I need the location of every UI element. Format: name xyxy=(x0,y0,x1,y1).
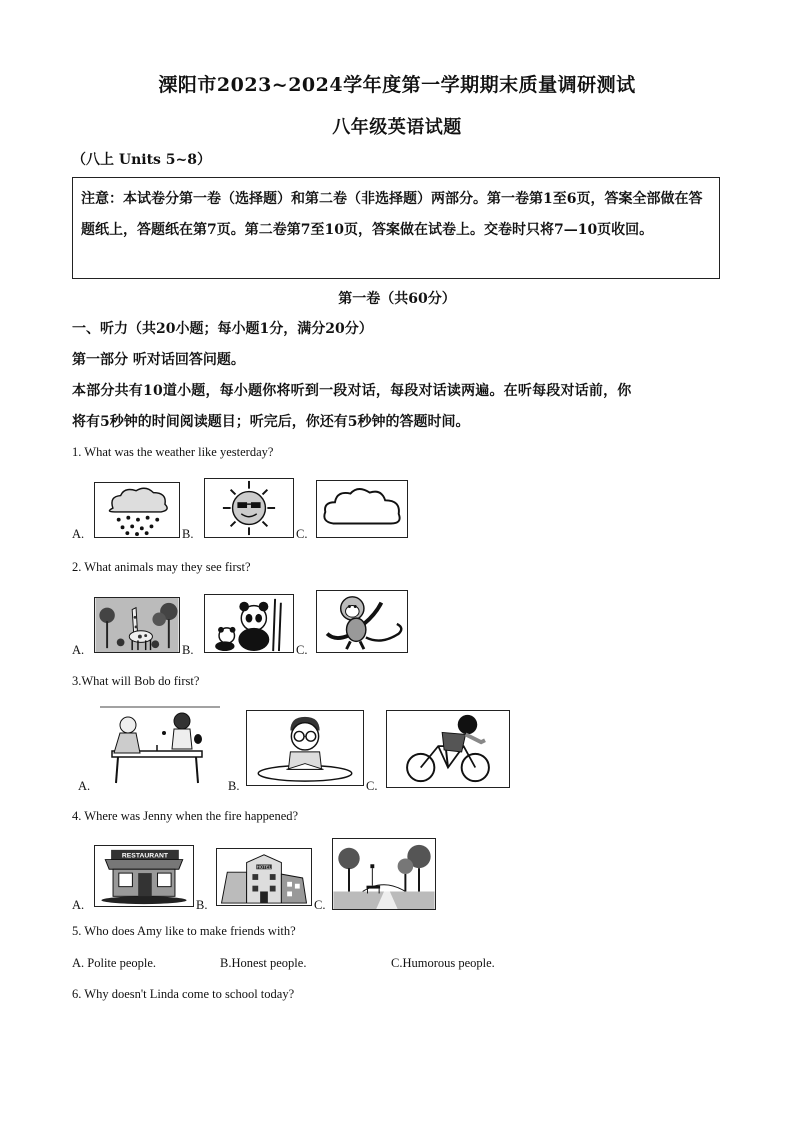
q3-option-c-label: C. xyxy=(366,779,378,793)
q3-option-a-label: A. xyxy=(78,779,91,793)
q1-option-a-label: A. xyxy=(72,527,85,541)
unit-scope: （八上 Units 5~8） xyxy=(72,152,212,168)
instructions-line-2: 将有5秒钟的时间阅读题目；听完后，你还有5秒钟的答题时间。 xyxy=(72,414,470,430)
restaurant-sign-text: RESTAURANT xyxy=(121,852,169,860)
q2-option-c-label: C. xyxy=(296,643,308,657)
sub-title: 第一部分 听对话回答问题。 xyxy=(72,352,245,368)
cycling-icon[interactable] xyxy=(386,710,510,788)
q4-option-b-label: B. xyxy=(196,898,208,912)
cloud-icon[interactable] xyxy=(316,480,408,538)
q1-option-b-label: B. xyxy=(182,527,194,541)
panda-icon[interactable] xyxy=(204,594,294,653)
q1-option-c-label: C. xyxy=(296,527,308,541)
q3-option-b-label: B. xyxy=(228,779,240,793)
instructions-line-1: 本部分共有10道小题，每小题你将听到一段对话，每段对话读两遍。在听每段对话前，你 xyxy=(72,383,632,399)
part-title: 一、听力（共20小题；每小题1分，满分20分） xyxy=(72,321,373,337)
page-title: 溧阳市2023~2024学年度第一学期期末质量调研测试 xyxy=(158,74,636,96)
page-subtitle: 八年级英语试题 xyxy=(332,117,462,138)
q5-option-c[interactable]: C.Humorous people. xyxy=(391,956,495,970)
q2-option-b-label: B. xyxy=(182,643,194,657)
boy-reading-icon[interactable] xyxy=(246,710,364,786)
monkey-icon[interactable] xyxy=(316,590,408,653)
question-1: 1. What was the weather like yesterday? xyxy=(72,445,274,459)
notice-box: 注意：本试卷分第一卷（选择题）和第二卷（非选择题）两部分。第一卷第1至6页，答案全部做在答题纸上，答题纸在第7页。第二卷第7至10页，答案做在试卷上。交卷时只将7—10页收回。 xyxy=(72,177,720,279)
hotel-sign-text: HOTEL xyxy=(256,864,272,870)
q5-option-a[interactable]: A. Polite people. xyxy=(72,956,157,970)
question-2: 2. What animals may they see first? xyxy=(72,560,251,574)
volume-title: 第一卷（共60分） xyxy=(338,291,456,307)
rain-cloud-icon[interactable] xyxy=(94,482,180,538)
question-4: 4. Where was Jenny when the fire happened? xyxy=(72,809,299,823)
q2-option-a-label: A. xyxy=(72,643,85,657)
question-3: 3.What will Bob do first? xyxy=(72,674,200,688)
question-6: 6. Why doesn't Linda come to school today? xyxy=(72,987,295,1001)
giraffe-icon[interactable] xyxy=(94,597,180,653)
park-icon[interactable] xyxy=(332,838,436,910)
sunny-sun-icon[interactable] xyxy=(204,478,294,538)
q4-option-c-label: C. xyxy=(314,898,326,912)
q5-option-b[interactable]: B.Honest people. xyxy=(220,956,307,970)
table-tennis-icon[interactable] xyxy=(98,705,222,787)
q4-option-a-label: A. xyxy=(72,898,85,912)
hotel-icon[interactable] xyxy=(216,848,312,906)
restaurant-icon[interactable] xyxy=(94,845,194,907)
question-5: 5. Who does Amy like to make friends with? xyxy=(72,924,296,938)
